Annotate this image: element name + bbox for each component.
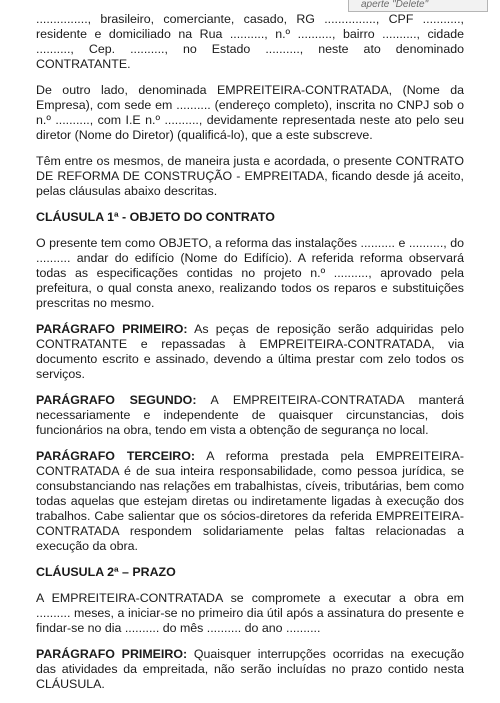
paragraph-text: A reforma prestada pela EMPREITEIRA-CONTRATADA é de sua inteira responsabilidade, como pessoa jurídica, se consubstanciando nas relações em trabalhistas, cíveis, tributárias, bem como todas aquelas que estejam diretas ou indiretamente ligadas à execução dos trabalhos. Cabe salientar que os sócios-diretores da referida EMPREITEIRA-CONTRATADA respondem solidariamente pelas faltas relacionadas a execução da obra. [36, 449, 464, 553]
paragraph-text: A EMPREITEIRA-CONTRATADA manterá necessariamente e independente de quaisquer circunstancias, dois funcionários na obra, tendo em vista a obtenção de segurança no local. [36, 393, 464, 437]
delete-hint-tooltip: aperte "Delete" [348, 0, 488, 12]
paragraph-text: As peças de reposição serão adquiridas pelo CONTRATANTE e repassadas à EMPREITEIRA-CONTRATADA, via documento escrito e assinado, devendo a última prestar com zelo todos os serviços. [36, 322, 464, 381]
paragraph-label: PARÁGRAFO PRIMEIRO: [36, 322, 188, 336]
agreement-paragraph: Têm entre os mesmos, de maneira justa e acordada, o presente CONTRATO DE REFORMA DE CONSTRUÇÃO - EMPREITADA, ficando desde já aceito, pelas cláusulas abaixo descritas. [36, 154, 464, 198]
contractor-paragraph: ..............., brasileiro, comerciante, casado, RG ..............., CPF ..........., residente e domiciliado na Rua .........., n.º .........., bairro .........., cidade .........., Cep. .........., no Estado .........., neste ato denominado CONTRATANTE. [36, 12, 464, 71]
clause-1-text: O presente tem como OBJETO, a reforma das instalações .......... e .........., do .......... andar do edifício (Nome do Edifício). A referida reforma observará todas as especificações contidas no projeto n.º .........., aprovado pela prefeitura, o qual consta anexo, realizando todos os reparos e substituições prescritas no mesmo. [36, 236, 464, 310]
clause-2-paragraph-1 [36, 647, 464, 692]
clause-1-title: CLÁUSULA 1ª - OBJETO DO CONTRATO [36, 210, 275, 224]
clause-1-paragraph-2 [36, 393, 464, 438]
contracted-company-paragraph: De outro lado, denominada EMPREITEIRA-CONTRATADA, (Nome da Empresa), com sede em .......... (endereço completo), inscrita no CNPJ sob o n.º .........., com I.E n.º .........., devidamente representada neste ato pelo seu diretor (Nome do Diretor) (qualificá-lo), que a este subscreve. [36, 83, 464, 142]
clause-1-paragraph-1 [36, 322, 464, 382]
clause-2-title: CLÁUSULA 2ª – PRAZO [36, 565, 176, 579]
clause-1-paragraph-3 [36, 449, 464, 554]
contract-document [36, 12, 464, 703]
clause-2-text: A EMPREITEIRA-CONTRATADA se compromete a executar a obra em .......... meses, a iniciar-se no primeiro dia útil após a assinatura do presente e findar-se no dia .......... do mês .......... do ano .......... [36, 591, 464, 635]
paragraph-label: PARÁGRAFO PRIMEIRO: [36, 647, 188, 661]
paragraph-label: PARÁGRAFO SEGUNDO: [36, 393, 197, 407]
paragraph-label: PARÁGRAFO TERCEIRO: [36, 449, 196, 463]
paragraph-text: Quaisquer interrupções ocorridas na execução das atividades da empreitada, não serão incluídas no prazo contido nesta CLÁUSULA. [36, 647, 464, 691]
